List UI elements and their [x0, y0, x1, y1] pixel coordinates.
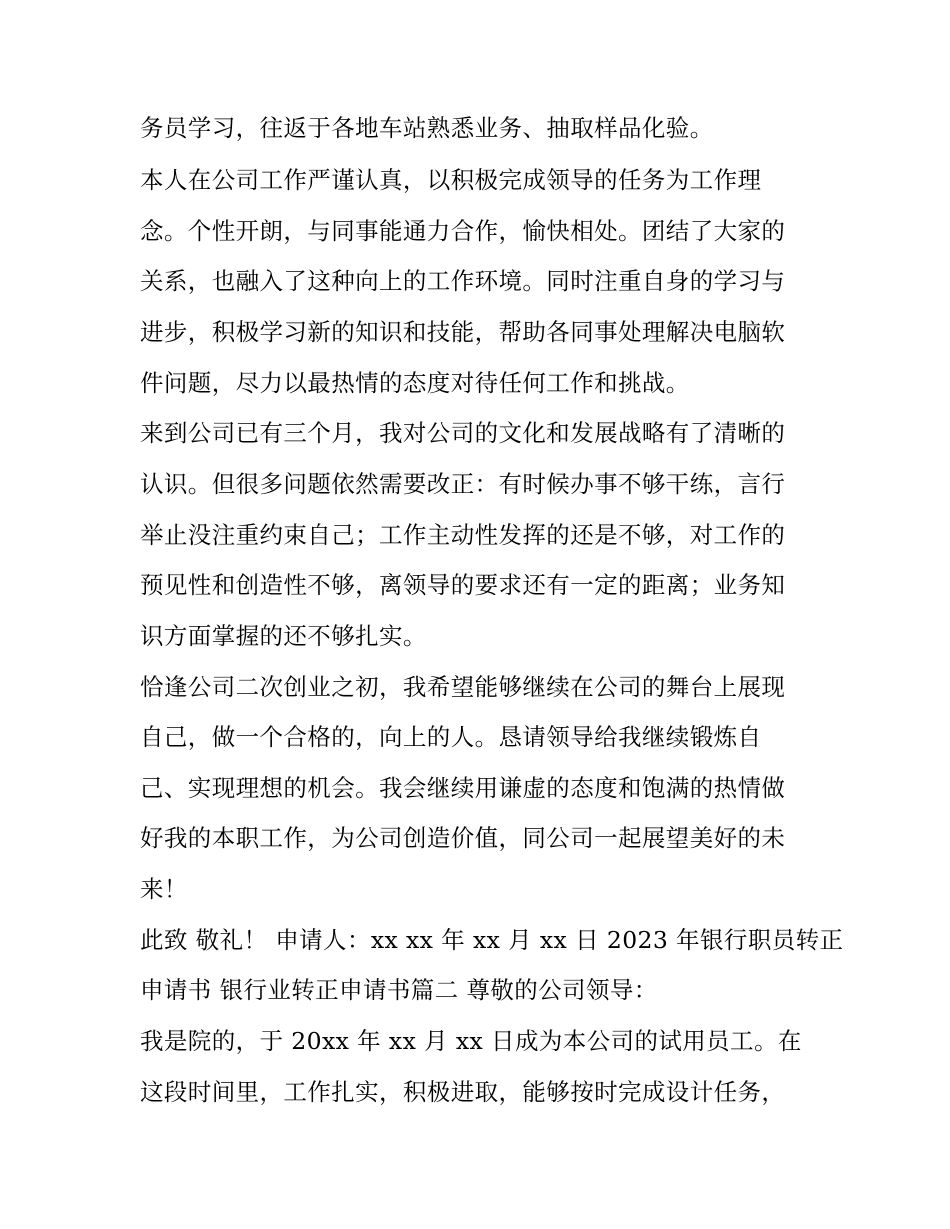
- text-line: 这段时间里，工作扎实，积极进取，能够按时完成设计任务，: [140, 1078, 786, 1106]
- text-line: 关系，也融入了这种向上的工作环境。同时注重自身的学习与: [140, 267, 786, 295]
- text-line: 进步，积极学习新的知识和技能，帮助各同事处理解决电脑软: [140, 318, 786, 346]
- text-line: 己、实现理想的机会。我会继续用谦虚的态度和饱满的热情做: [140, 774, 786, 802]
- text-line: 申请书 银行业转正申请书篇二 尊敬的公司领导：: [140, 976, 658, 1004]
- text-line: 预见性和创造性不够，离领导的要求还有一定的距离；业务知: [140, 571, 786, 599]
- text-line: 本人在公司工作严谨认真，以积极完成领导的任务为工作理: [140, 166, 762, 194]
- text-line: 件问题，尽力以最热情的态度对待任何工作和挑战。: [140, 369, 690, 397]
- text-line: 自己，做一个合格的，向上的人。恳请领导给我继续锻炼自: [140, 723, 762, 751]
- text-line: 我是院的，于 20xx 年 xx 月 xx 日成为本公司的试用员工。在: [140, 1027, 802, 1055]
- text-line: 来！: [140, 875, 188, 903]
- text-line: 识方面掌握的还不够扎实。: [140, 622, 427, 650]
- text-line: 举止没注重约束自己；工作主动性发挥的还是不够，对工作的: [140, 521, 786, 549]
- text-line: 念。个性开朗，与同事能通力合作，愉快相处。团结了大家的: [140, 217, 786, 245]
- text-line: 恰逢公司二次创业之初，我希望能够继续在公司的舞台上展现: [140, 673, 786, 701]
- text-line: 务员学习，往返于各地车站熟悉业务、抽取样品化验。: [140, 114, 714, 142]
- text-line: 好我的本职工作，为公司创造价值，同公司一起展望美好的未: [140, 824, 786, 852]
- text-line: 来到公司已有三个月，我对公司的文化和发展战略有了清晰的: [140, 419, 786, 447]
- text-line: 此致 敬礼！ 申请人：xx xx 年 xx 月 xx 日 2023 年银行职员转正: [140, 926, 844, 954]
- text-line: 认识。但很多问题依然需要改正：有时候办事不够干练，言行: [140, 470, 786, 498]
